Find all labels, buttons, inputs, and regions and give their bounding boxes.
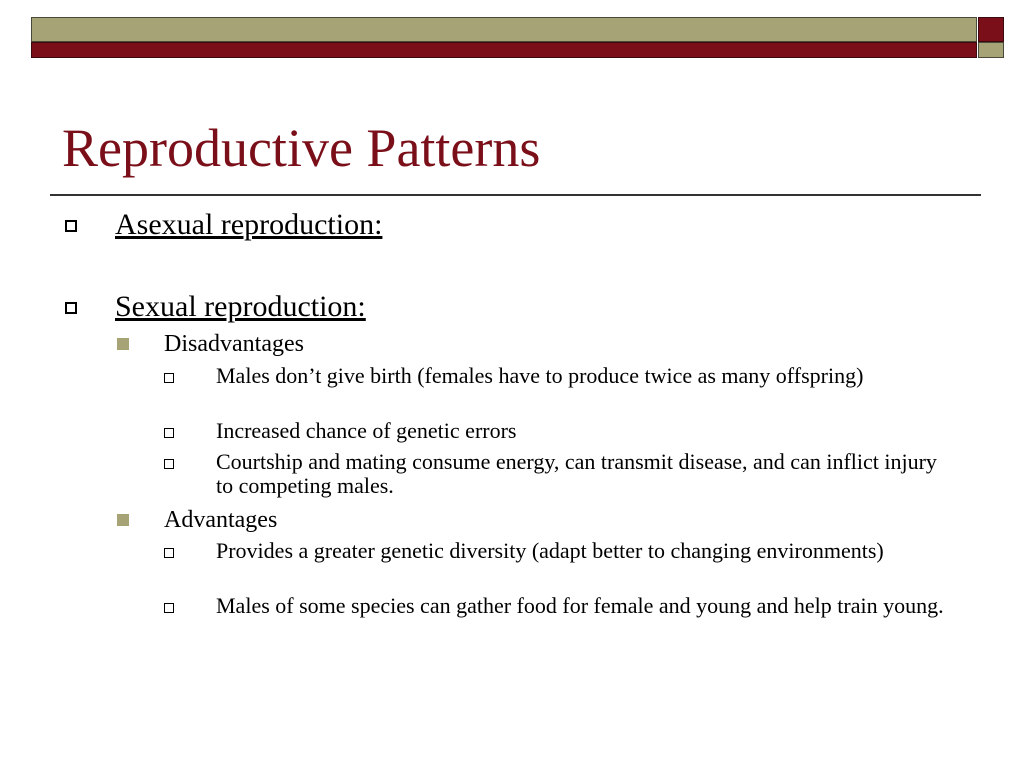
disadvantage-item: Increased chance of genetic errors [216,418,517,443]
header-square-olive [978,42,1004,58]
small-hollow-square-bullet-icon [164,459,174,469]
filled-square-bullet-icon [117,338,129,350]
filled-square-bullet-icon [117,514,129,526]
bullet-sexual: Sexual reproduction: [115,290,366,323]
small-hollow-square-bullet-icon [164,603,174,613]
small-hollow-square-bullet-icon [164,428,174,438]
header-band-olive [31,17,977,42]
bullet-asexual: Asexual reproduction: [115,208,383,241]
hollow-square-bullet-icon [65,220,77,232]
title-divider [50,194,981,196]
disadvantage-item: Males don’t give birth (females have to produce twice as many offspring) [216,363,864,388]
subheading-disadvantages: Disadvantages [164,331,304,357]
disadvantage-item: Courtship and mating consume energy, can transmit disease, and can inflict injury to competing males. [216,449,937,498]
advantage-item: Provides a greater genetic diversity (adapt better to changing environments) [216,538,884,563]
header-band-maroon [31,42,977,58]
header-square-maroon [978,17,1004,42]
slide-title: Reproductive Patterns [62,118,541,178]
small-hollow-square-bullet-icon [164,373,174,383]
small-hollow-square-bullet-icon [164,548,174,558]
advantage-item: Males of some species can gather food for female and young and help train young. [216,593,944,618]
subheading-advantages: Advantages [164,507,278,533]
hollow-square-bullet-icon [65,302,77,314]
